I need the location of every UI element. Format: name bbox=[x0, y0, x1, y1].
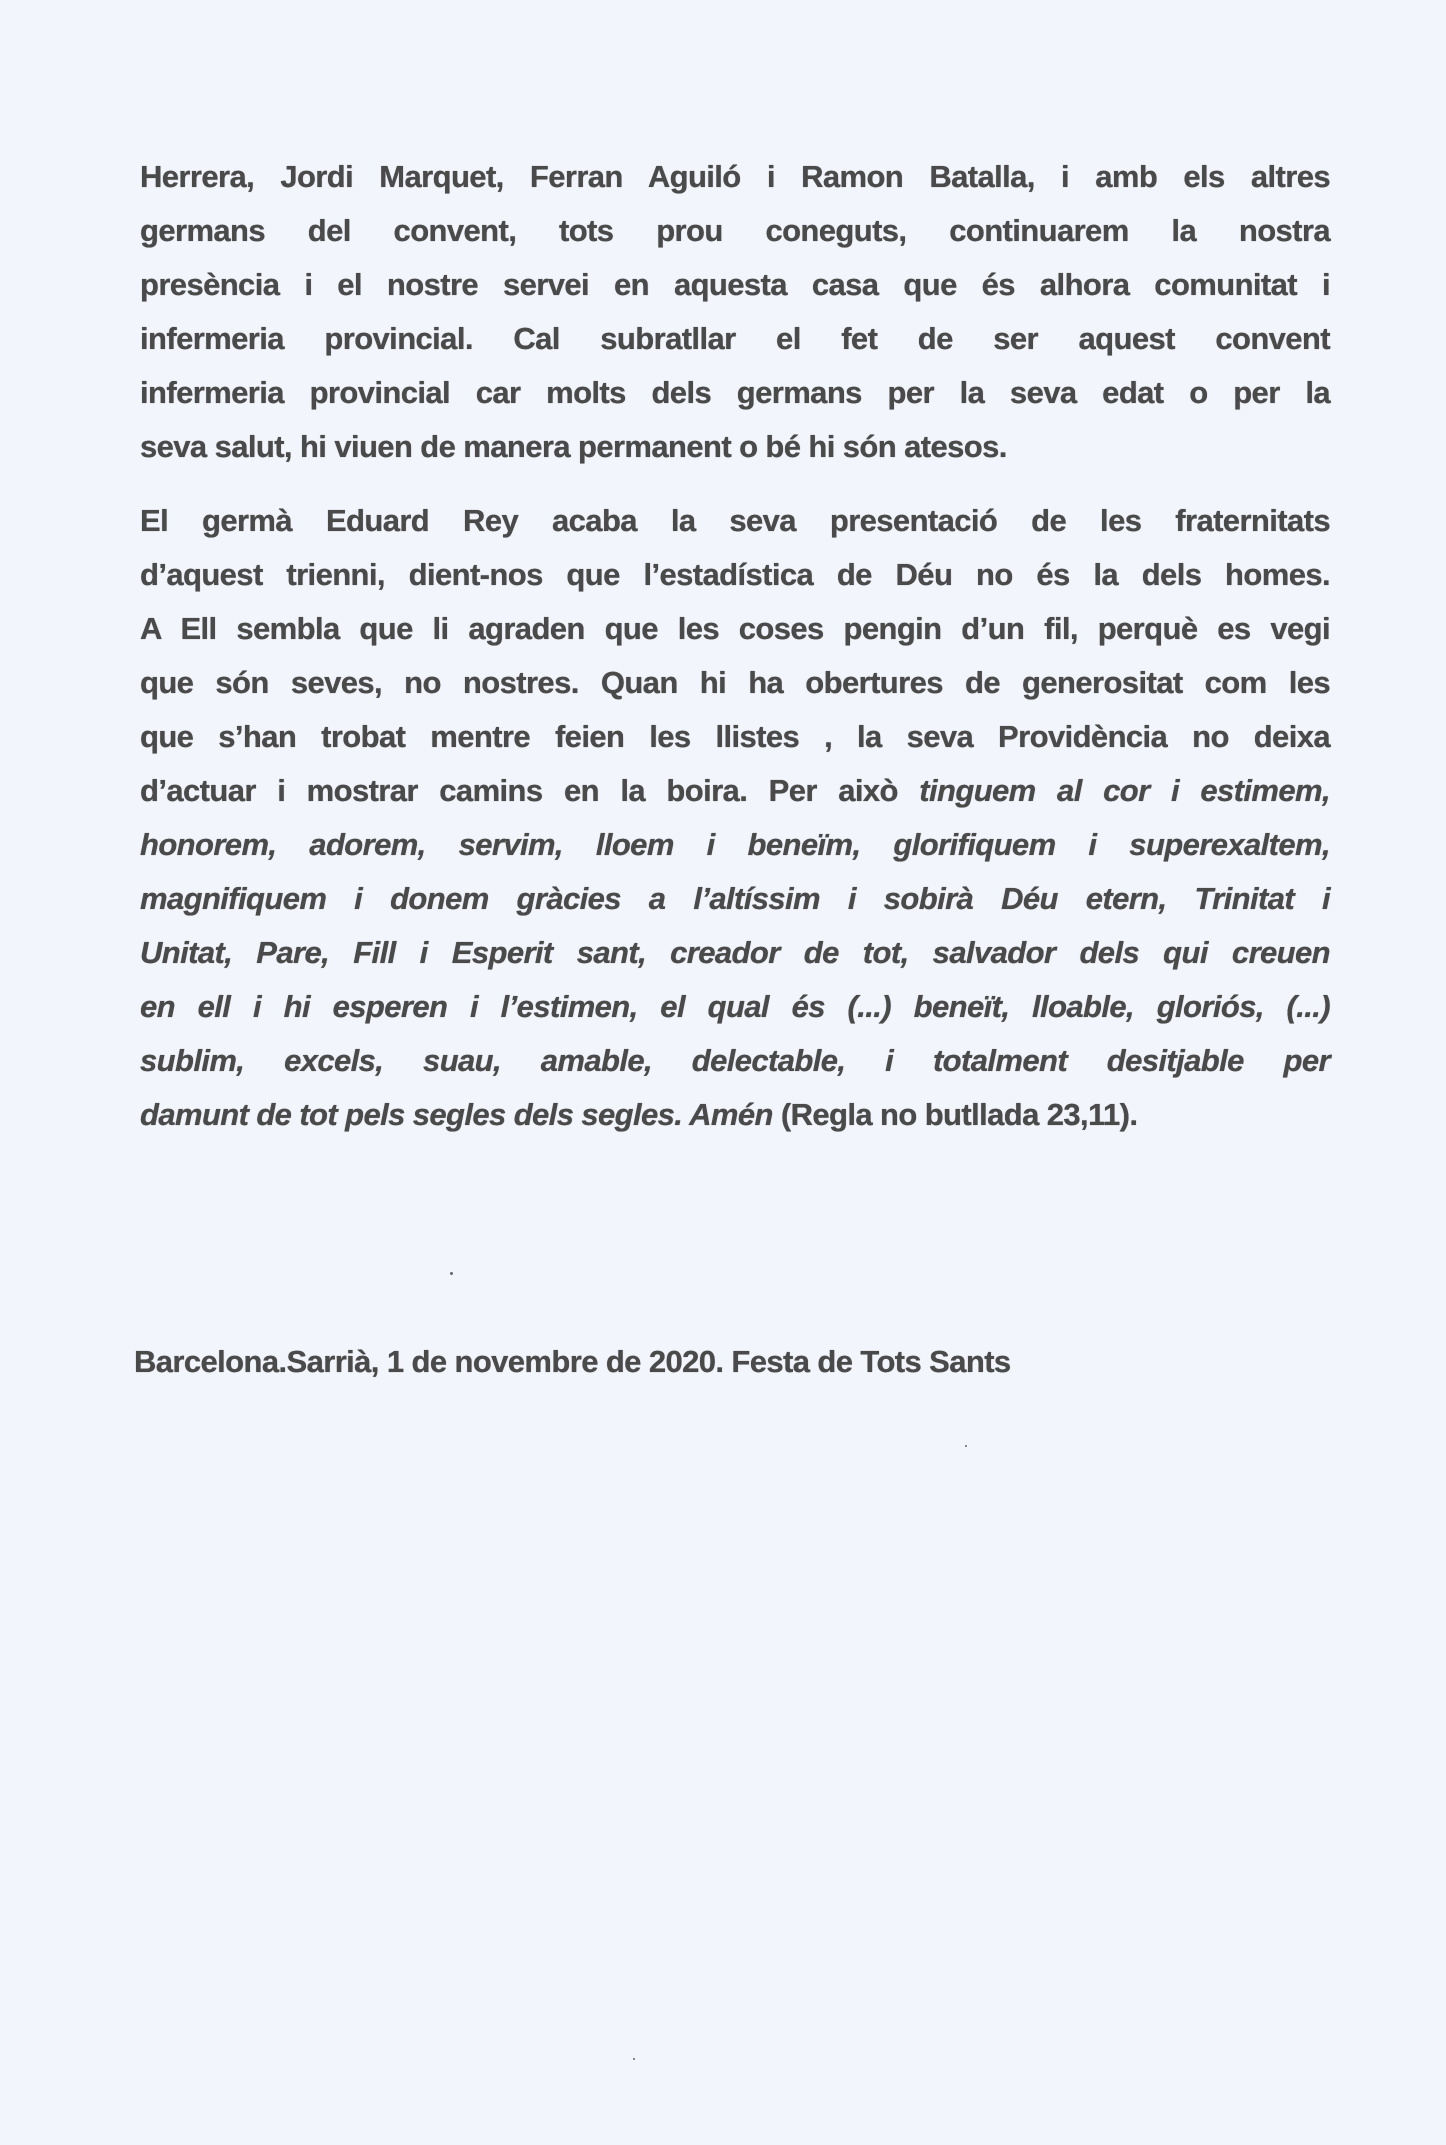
text-line: seva salut, hi viuen de manera permanent o bé hi són atesos. bbox=[140, 429, 1007, 464]
quote-text: damunt de tot pels segles dels segles. Amén bbox=[140, 1097, 773, 1132]
place-date-line: Barcelona.Sarrià, 1 de novembre de 2020. Festa de Tots Sants bbox=[134, 1344, 1011, 1379]
quote-line bbox=[140, 1034, 1330, 1088]
text-line: infermeria provincial. Cal subratllar el fet de ser aquest convent bbox=[140, 321, 1330, 356]
plain-text: d’actuar i mostrar camins en la boira. Per això bbox=[140, 773, 920, 808]
quote-text: magnifiquem i donem gràcies a l’altíssim i sobirà Déu etern, Trinitat i bbox=[140, 881, 1330, 916]
paragraph-1 bbox=[140, 150, 1330, 474]
quote-line bbox=[140, 980, 1330, 1034]
paragraph-2 bbox=[140, 494, 1330, 1142]
quote-text: sublim, excels, suau, amable, delectable, i totalment desitjable per bbox=[140, 1043, 1330, 1078]
scan-speck bbox=[965, 1445, 967, 1447]
text-line: presència i el nostre servei en aquesta casa que és alhora comunitat i bbox=[140, 267, 1330, 302]
text-line: germans del convent, tots prou coneguts, continuarem la nostra bbox=[140, 213, 1330, 248]
quote-line bbox=[140, 818, 1330, 872]
text-line: Herrera, Jordi Marquet, Ferran Aguiló i Ramon Batalla, i amb els altres bbox=[140, 159, 1330, 194]
quote-line bbox=[140, 926, 1330, 980]
quote-text: Unitat, Pare, Fill i Esperit sant, creador de tot, salvador dels qui creuen bbox=[140, 935, 1330, 970]
text-line: El germà Eduard Rey acaba la seva presentació de les fraternitats bbox=[140, 503, 1330, 538]
text-line: que són seves, no nostres. Quan hi ha obertures de generositat com les bbox=[140, 665, 1330, 700]
citation: (Regla no butllada 23,11). bbox=[772, 1097, 1138, 1132]
scan-speck bbox=[633, 2058, 635, 2060]
quote-text: honorem, adorem, servim, lloem i beneïm, glorifiquem i superexaltem, bbox=[140, 827, 1330, 862]
text-line: que s’han trobat mentre feien les llistes , la seva Providència no deixa bbox=[140, 719, 1330, 754]
text-line: A Ell sembla que li agraden que les coses pengin d’un fil, perquè es vegi bbox=[140, 611, 1330, 646]
text-line: infermeria provincial car molts dels germans per la seva edat o per la bbox=[140, 375, 1330, 410]
text-line-mixed bbox=[140, 764, 1330, 818]
quote-text: tinguem al cor i estimem, bbox=[919, 773, 1331, 808]
text-line: d’aquest trienni, dient-nos que l’estadística de Déu no és la dels homes. bbox=[140, 557, 1330, 592]
quote-text: en ell i hi esperen i l’estimen, el qual és (...) beneït, lloable, gloriós, (...) bbox=[140, 989, 1330, 1024]
quote-line bbox=[140, 872, 1330, 926]
text-line-mixed bbox=[140, 1088, 1330, 1142]
scan-speck bbox=[450, 1272, 453, 1275]
